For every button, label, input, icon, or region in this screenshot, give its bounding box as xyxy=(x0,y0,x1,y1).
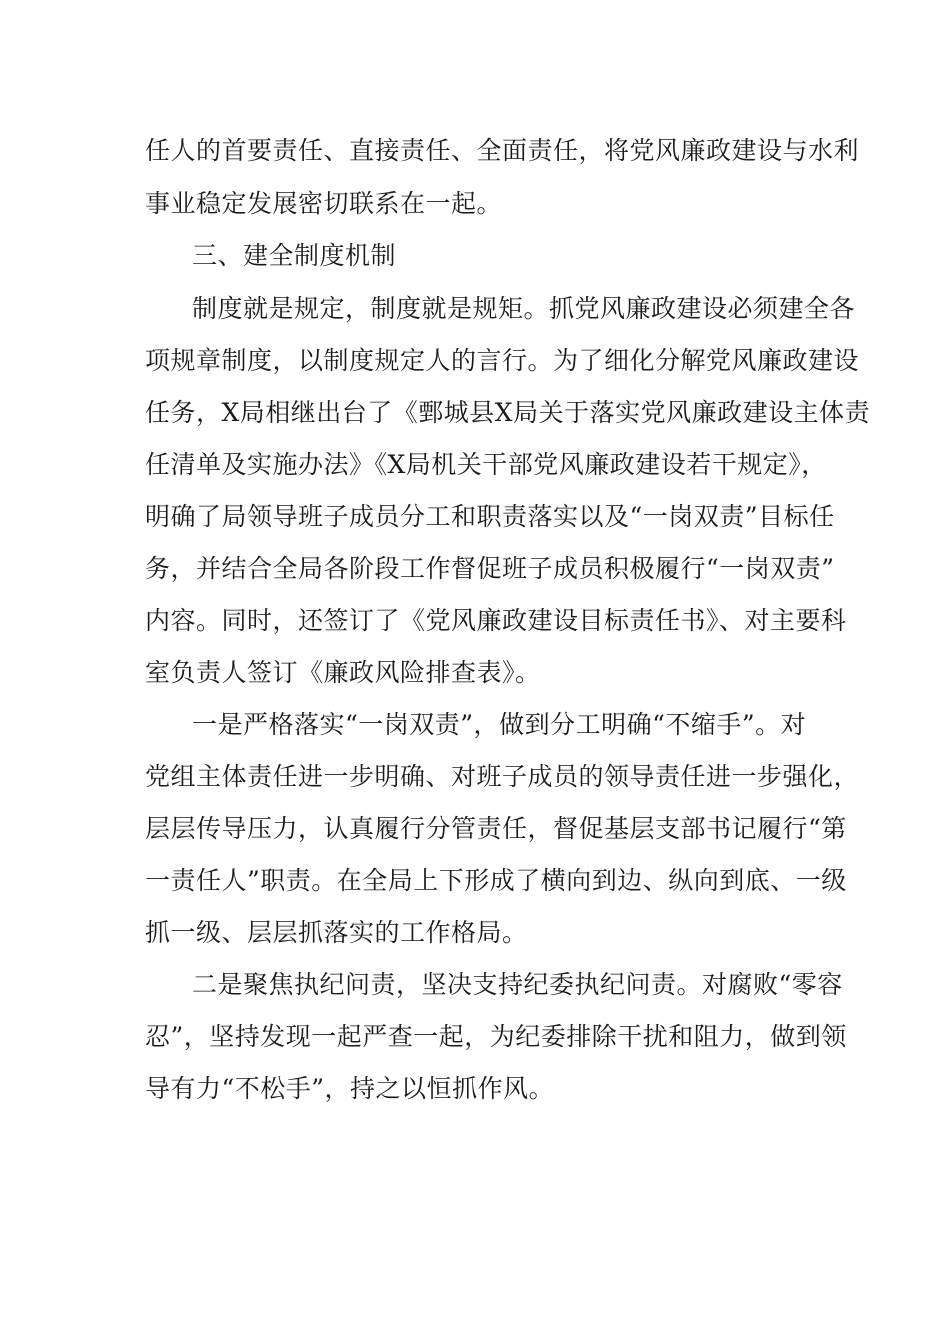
paragraph-line: 一责任人”职责。在全局上下形成了横向到边、纵向到底、一级 xyxy=(145,866,847,895)
paragraph-line: 层层传导压力，认真履行分管责任，督促基层支部书记履行“第 xyxy=(145,814,847,843)
paragraph-line: 任人的首要责任、直接责任、全面责任，将党风廉政建设与水利 xyxy=(145,136,860,165)
paragraph-line: 任清单及实施办法》《X局机关干部党风廉政建设若干规定》， xyxy=(145,450,827,479)
paragraph-line: 抓一级、层层抓落实的工作格局。 xyxy=(145,918,528,947)
paragraph-line: 导有力“不松手”，持之以恒抓作风。 xyxy=(145,1074,555,1103)
paragraph-line: 任务，X局相继出台了《鄄城县X局关于落实党风廉政建设主体责 xyxy=(145,398,871,427)
paragraph-line: 党组主体责任进一步明确、对班子成员的领导责任进一步强化， xyxy=(145,762,860,791)
paragraph-line: 制度就是规定，制度就是规矩。抓党风廉政建设必须建全各 xyxy=(192,294,856,323)
paragraph-line: 一是严格落实“一岗双责”，做到分工明确“不缩手”。对 xyxy=(192,710,807,739)
paragraph-line: 事业稳定发展密切联系在一起。 xyxy=(145,189,503,218)
paragraph-line: 明确了局领导班子成员分工和职责落实以及“一岗双责”目标任 xyxy=(145,502,835,531)
paragraph-line: 内容。同时，还签订了《党风廉政建设目标责任书》、对主要科 xyxy=(145,606,847,635)
paragraph-line: 忍”，坚持发现一起严查一起，为纪委排除干扰和阻力，做到领 xyxy=(145,1022,847,1051)
paragraph-line: 室负责人签订《廉政风险排查表》。 xyxy=(145,658,541,687)
section-heading: 三、建全制度机制 xyxy=(192,241,397,270)
paragraph-line: 项规章制度，以制度规定人的言行。为了细化分解党风廉政建设 xyxy=(145,346,860,375)
paragraph-line: 务，并结合全局各阶段工作督促班子成员积极履行“一岗双责” xyxy=(145,554,835,583)
paragraph-line: 二是聚焦执纪问责，坚决支持纪委执纪问责。对腐败“零容 xyxy=(192,970,843,999)
